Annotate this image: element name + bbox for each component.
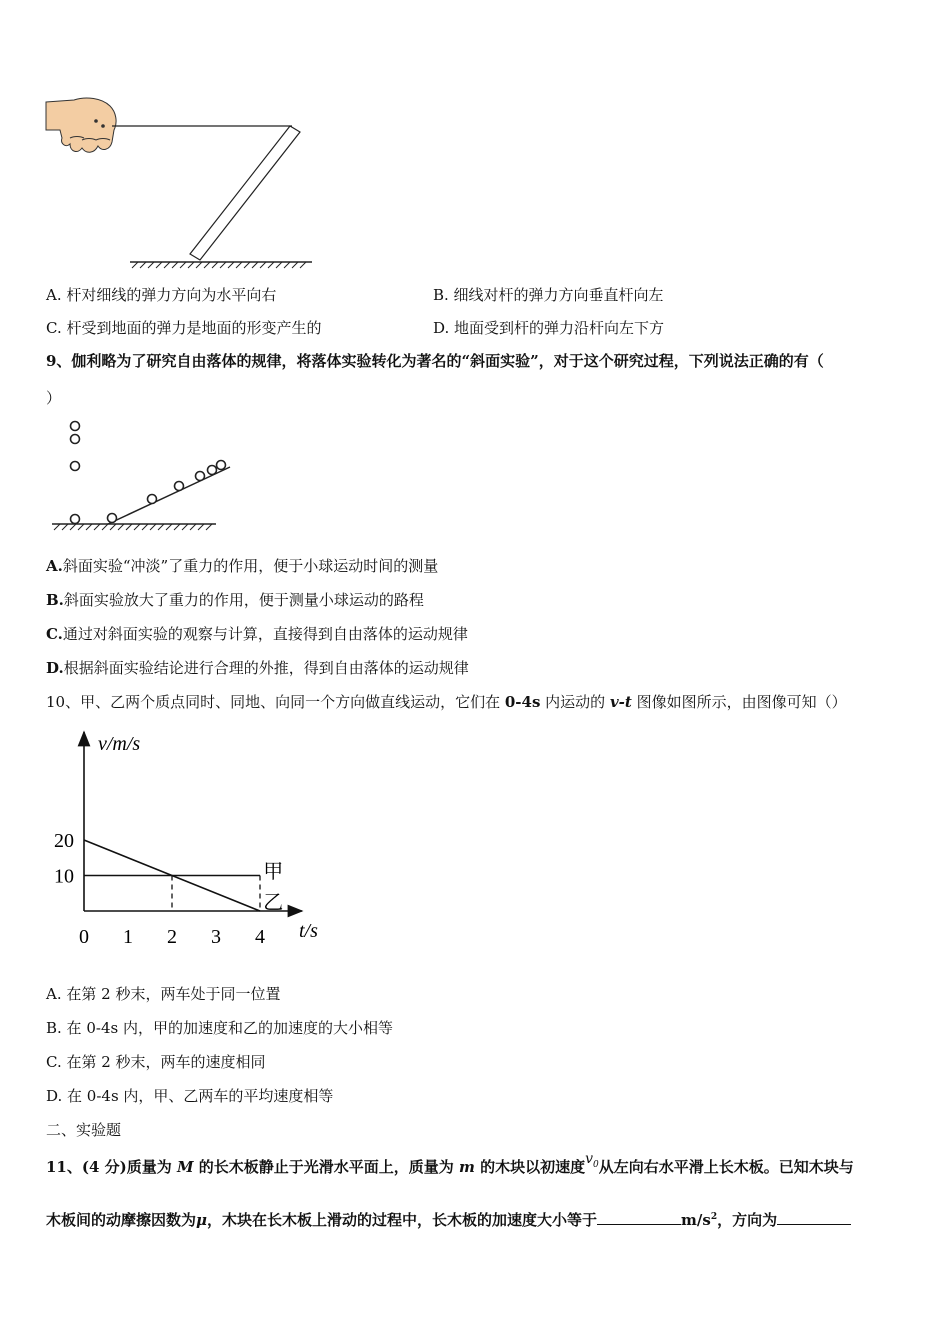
hatch-mark <box>236 262 242 268</box>
series-label-jia: 甲 <box>263 860 284 883</box>
hatch-mark <box>164 262 170 268</box>
q10-stem-suffix: 图像如图所示，由图像可知（） <box>631 693 847 711</box>
hatch-mark <box>252 262 258 268</box>
q8-option-a: A. 杆对细线的弹力方向为水平向右 <box>46 286 277 304</box>
x-tick-label: 2 <box>167 926 177 948</box>
hatch-mark <box>172 262 178 268</box>
hatch-mark <box>166 524 172 530</box>
q11-unit: m/s <box>681 1211 711 1229</box>
incline-plane <box>108 467 230 524</box>
q11-var-mu: μ <box>196 1211 207 1229</box>
hatch-mark <box>292 262 298 268</box>
q11-var-M: M <box>176 1158 194 1176</box>
section-title: 二、实验题 <box>46 1121 122 1139</box>
q9-option-a-text: 斜面实验“冲淡”了重力的作用，便于小球运动时间的测量 <box>62 557 439 575</box>
q9-option-b-text: 斜面实验放大了重力的作用，便于测量小球运动的路程 <box>63 591 424 609</box>
q11-line1-d: 从左向右水平滑上长木板。已知木块与 <box>598 1158 854 1176</box>
q9-stem-line2: ） <box>46 389 62 407</box>
answer-blank-2[interactable] <box>777 1208 851 1225</box>
q10-option-b: B. 在 0-4s 内，甲的加速度和乙的加速度的大小相等 <box>46 1019 393 1037</box>
x-tick-label: 4 <box>255 926 265 948</box>
hatch-mark <box>196 262 202 268</box>
hatch-mark <box>86 524 92 530</box>
q11-unit-sup: 2 <box>710 1212 718 1222</box>
hatch-mark <box>110 524 116 530</box>
q10-stem-prefix: 10、甲、乙两个质点同时、同地、向同一个方向做直线运动，它们在 <box>46 693 505 711</box>
q11-var-v0 <box>585 1151 599 1170</box>
hatch-mark <box>118 524 124 530</box>
q10-option-c: C. 在第 2 秒末，两车的速度相同 <box>46 1053 266 1071</box>
hatch-mark <box>188 262 194 268</box>
hatch-mark <box>198 524 204 530</box>
hatch-mark <box>268 262 274 268</box>
hatch-mark <box>158 524 164 530</box>
series-label-yi: 乙 <box>263 892 284 915</box>
q11-var-v: v <box>585 1151 594 1167</box>
hatch-mark <box>94 524 100 530</box>
falling-balls <box>71 422 80 524</box>
hatch-mark <box>284 262 290 268</box>
hatch-mark <box>204 262 210 268</box>
hatch-mark <box>220 262 226 268</box>
q8-option-c: C. 杆受到地面的弹力是地面的形变产生的 <box>46 319 322 337</box>
q11-line2-c: ，方向为 <box>717 1211 778 1229</box>
hatch-mark <box>126 524 132 530</box>
q10-option-d: D. 在 0-4s 内，甲、乙两车的平均速度相等 <box>46 1087 334 1105</box>
hatch-mark <box>140 262 146 268</box>
x-axis-label: t/s <box>299 920 318 942</box>
q9-option-b-letter: B. <box>46 591 64 609</box>
q8-option-b: B. 细线对杆的弹力方向垂直杆向左 <box>433 286 664 304</box>
q11-line1 <box>46 1151 854 1184</box>
q9-option-d-letter: D. <box>46 659 64 677</box>
hatch-mark <box>180 262 186 268</box>
q9-option-a <box>46 556 438 576</box>
hatch-mark <box>228 262 234 268</box>
q11-line2 <box>46 1207 851 1230</box>
hatch-mark <box>132 262 138 268</box>
hatch-mark <box>102 524 108 530</box>
hatch-mark <box>206 524 212 530</box>
q11-var-v-sub: 0 <box>593 1159 599 1170</box>
hatch-mark <box>62 524 68 530</box>
x-tick-label: 3 <box>211 926 221 948</box>
q9-option-d-text: 根据斜面实验结论进行合理的外推，得到自由落体的运动规律 <box>63 659 469 677</box>
hatch-mark <box>156 262 162 268</box>
q9-option-c-letter: C. <box>46 625 63 643</box>
q9-stem-line1: 9、伽利略为了研究自由落体的规律，将落体实验转化为著名的“斜面实验”，对于这个研究过程，下列说法正确的有（ <box>46 352 824 370</box>
q11-line2-a: 木板间的动摩擦因数为 <box>46 1211 197 1229</box>
q10-stem-mid: 内运动的 <box>540 693 610 711</box>
q10-stem-interval: 0-4s <box>504 693 541 711</box>
q11-line2-b: ，木块在长木板上滑动的过程中，长木板的加速度大小等于 <box>207 1211 598 1229</box>
q9-option-c <box>46 624 468 644</box>
q11-line1-c: 的木块以初速度 <box>474 1158 586 1176</box>
q8-figure <box>40 92 330 277</box>
q11-line1-a: 11、(4 分)质量为 <box>46 1158 177 1176</box>
hatch-mark <box>182 524 188 530</box>
q9-option-b <box>46 590 424 610</box>
hatch-mark <box>174 524 180 530</box>
q10-stem-vt: v-t <box>609 693 632 711</box>
hatch-mark <box>276 262 282 268</box>
x-tick-label: 1 <box>123 926 133 948</box>
hatch-mark <box>244 262 250 268</box>
q9-option-c-text: 通过对斜面实验的观察与计算，直接得到自由落体的运动规律 <box>62 625 468 643</box>
q11-var-m: m <box>459 1158 475 1176</box>
ground-surface <box>52 524 216 530</box>
hatch-mark <box>54 524 60 530</box>
hatch-mark <box>212 262 218 268</box>
y-tick-label: 10 <box>54 865 74 888</box>
rod <box>190 126 300 260</box>
hatch-mark <box>70 524 76 530</box>
hatch-mark <box>142 524 148 530</box>
answer-blank-1[interactable] <box>597 1208 681 1225</box>
y-axis-label: v/m/s <box>98 733 141 755</box>
hatch-mark <box>260 262 266 268</box>
q9-option-d <box>46 658 469 678</box>
hatch-mark <box>148 262 154 268</box>
hatch-mark <box>78 524 84 530</box>
y-tick-label: 20 <box>54 830 74 852</box>
hand-icon <box>46 98 116 152</box>
hatch-mark <box>134 524 140 530</box>
rolling-balls <box>108 461 226 523</box>
q10-stem <box>46 692 847 712</box>
vt-chart <box>40 722 340 952</box>
hatch-mark <box>190 524 196 530</box>
q10-option-a: A. 在第 2 秒末，两车处于同一位置 <box>46 985 281 1003</box>
hatch-mark <box>300 262 306 268</box>
q8-option-d: D. 地面受到杆的弹力沿杆向左下方 <box>433 319 665 337</box>
q11-line1-b: 的长木板静止于光滑水平面上，质量为 <box>193 1158 460 1176</box>
x-tick-label: 0 <box>79 926 89 948</box>
q9-incline-figure <box>46 412 236 540</box>
q9-option-a-letter: A. <box>46 557 63 575</box>
hatched-ground <box>130 262 312 268</box>
hatch-mark <box>150 524 156 530</box>
